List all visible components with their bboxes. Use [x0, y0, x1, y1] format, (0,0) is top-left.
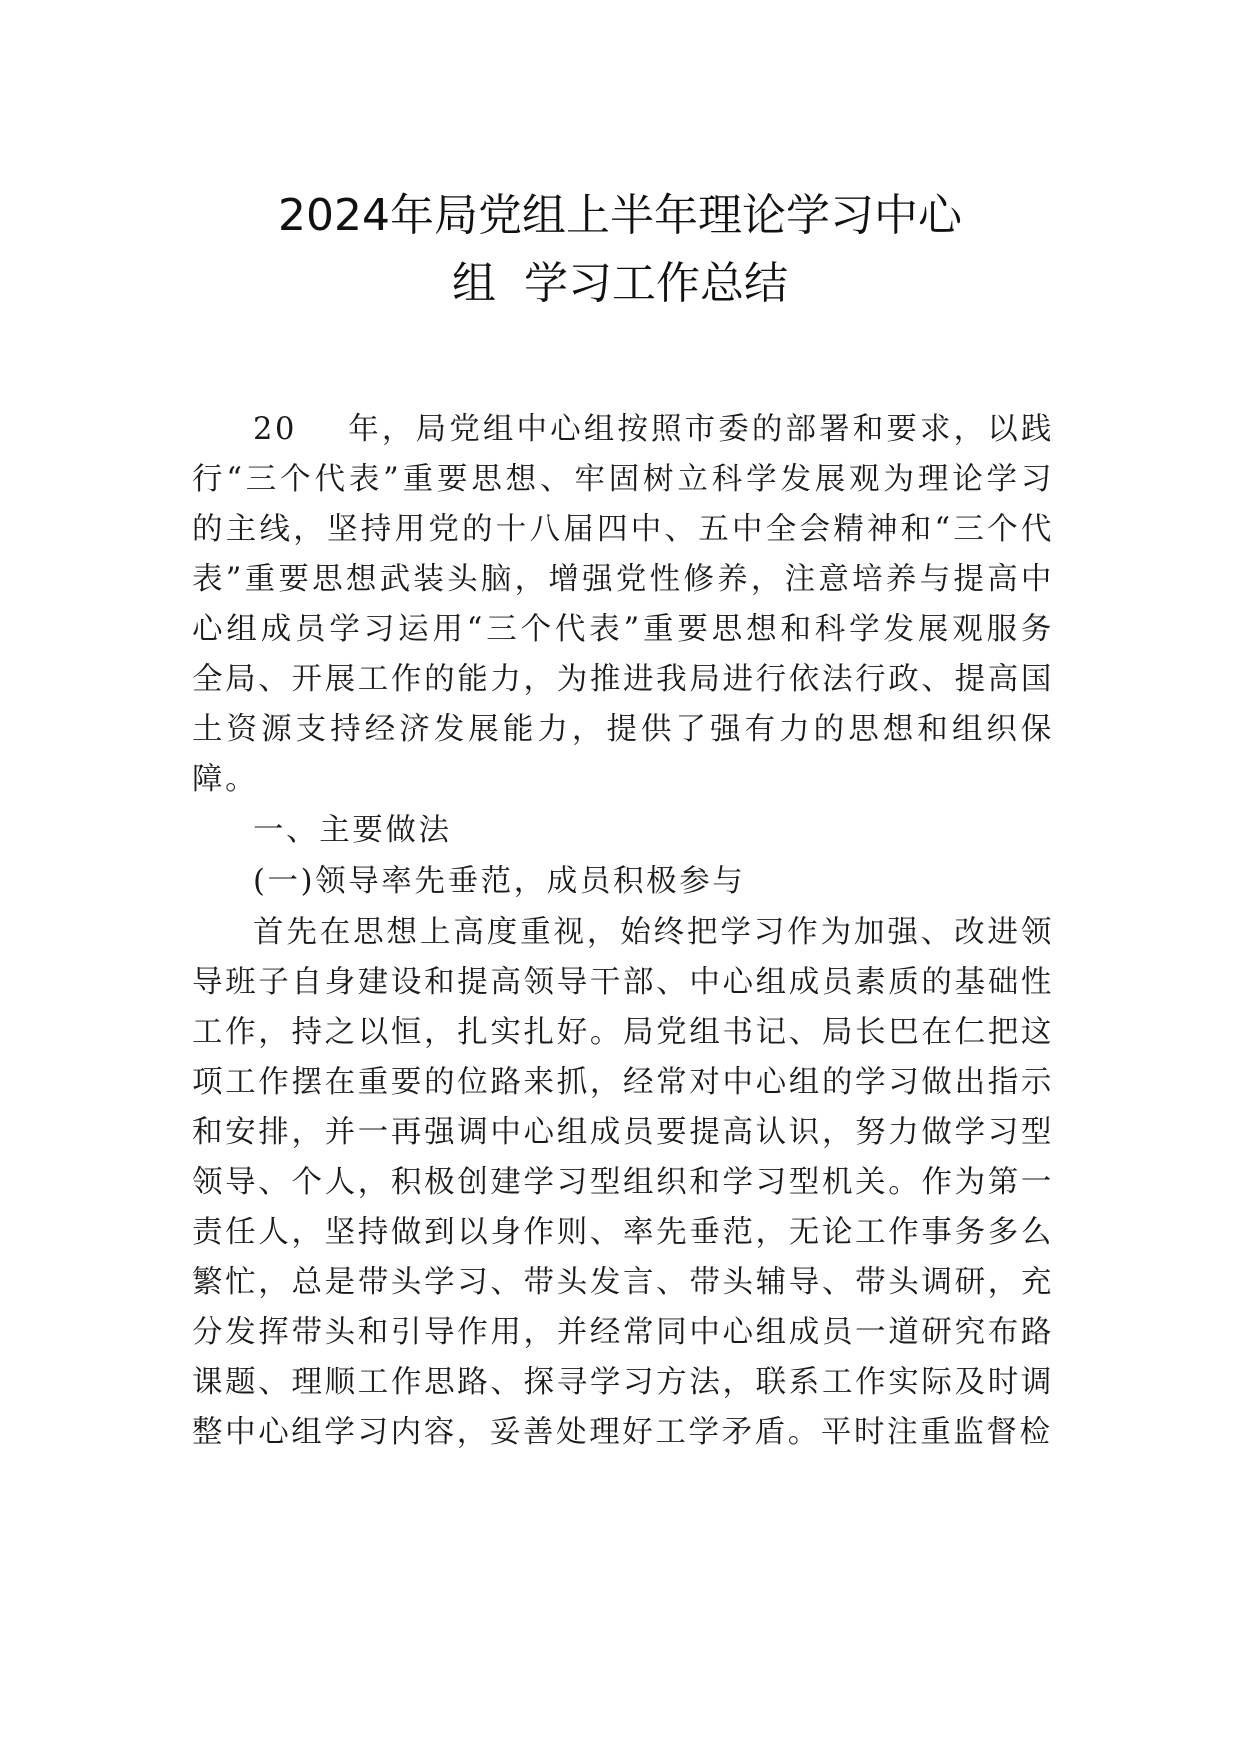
- section-heading: 一、主要做法: [253, 813, 452, 848]
- document-title-line-1: 2024年局党组上半年理论学习中心: [278, 190, 962, 241]
- document-title-line-2: 组 学习工作总结: [452, 258, 788, 309]
- subsection-heading: (一)领导率先垂范，成员积极参与: [253, 864, 746, 899]
- intro-paragraph: 20 年，局党组中心组按照市委的部署和要求，以践行“三个代表”重要思想、牢固树立科学发展观为理论学习的主线，坚持用党的十八届四中、五中全会精神和“三个代表”重要思想武装头脑，增强党性修养，注意培养与提高中心组成员学习运用“三个代表”重要思想和科学发展观服务全局、开展工作的能力，为推进我局进行依法行政、提高国土资源支持经济发展能力，提供了强有力的思想和组织保障。: [192, 412, 1054, 797]
- document-body: [192, 405, 1054, 1459]
- body-paragraph: 首先在思想上高度重视，始终把学习作为加强、改进领导班子自身建设和提高领导干部、中心组成员素质的基础性工作，持之以恒，扎实扎好。局党组书记、局长巴在仁把这项工作摆在重要的位路来抓，经常对中心组的学习做出指示和安排，并一再强调中心组成员要提高认识，努力做学习型领导、个人，积极创建学习型组织和学习型机关。作为第一责任人，坚持做到以身作则、率先垂范，无论工作事务多么繁忙，总是带头学习、带头发言、带头辅导、带头调研，充分发挥带头和引导作用，并经常同中心组成员一道研究布路课题、理顺工作思路、探寻学习方法，联系工作实际及时调整中心组学习内容，妥善处理好工学矛盾。平时注重监督检: [192, 915, 1054, 1450]
